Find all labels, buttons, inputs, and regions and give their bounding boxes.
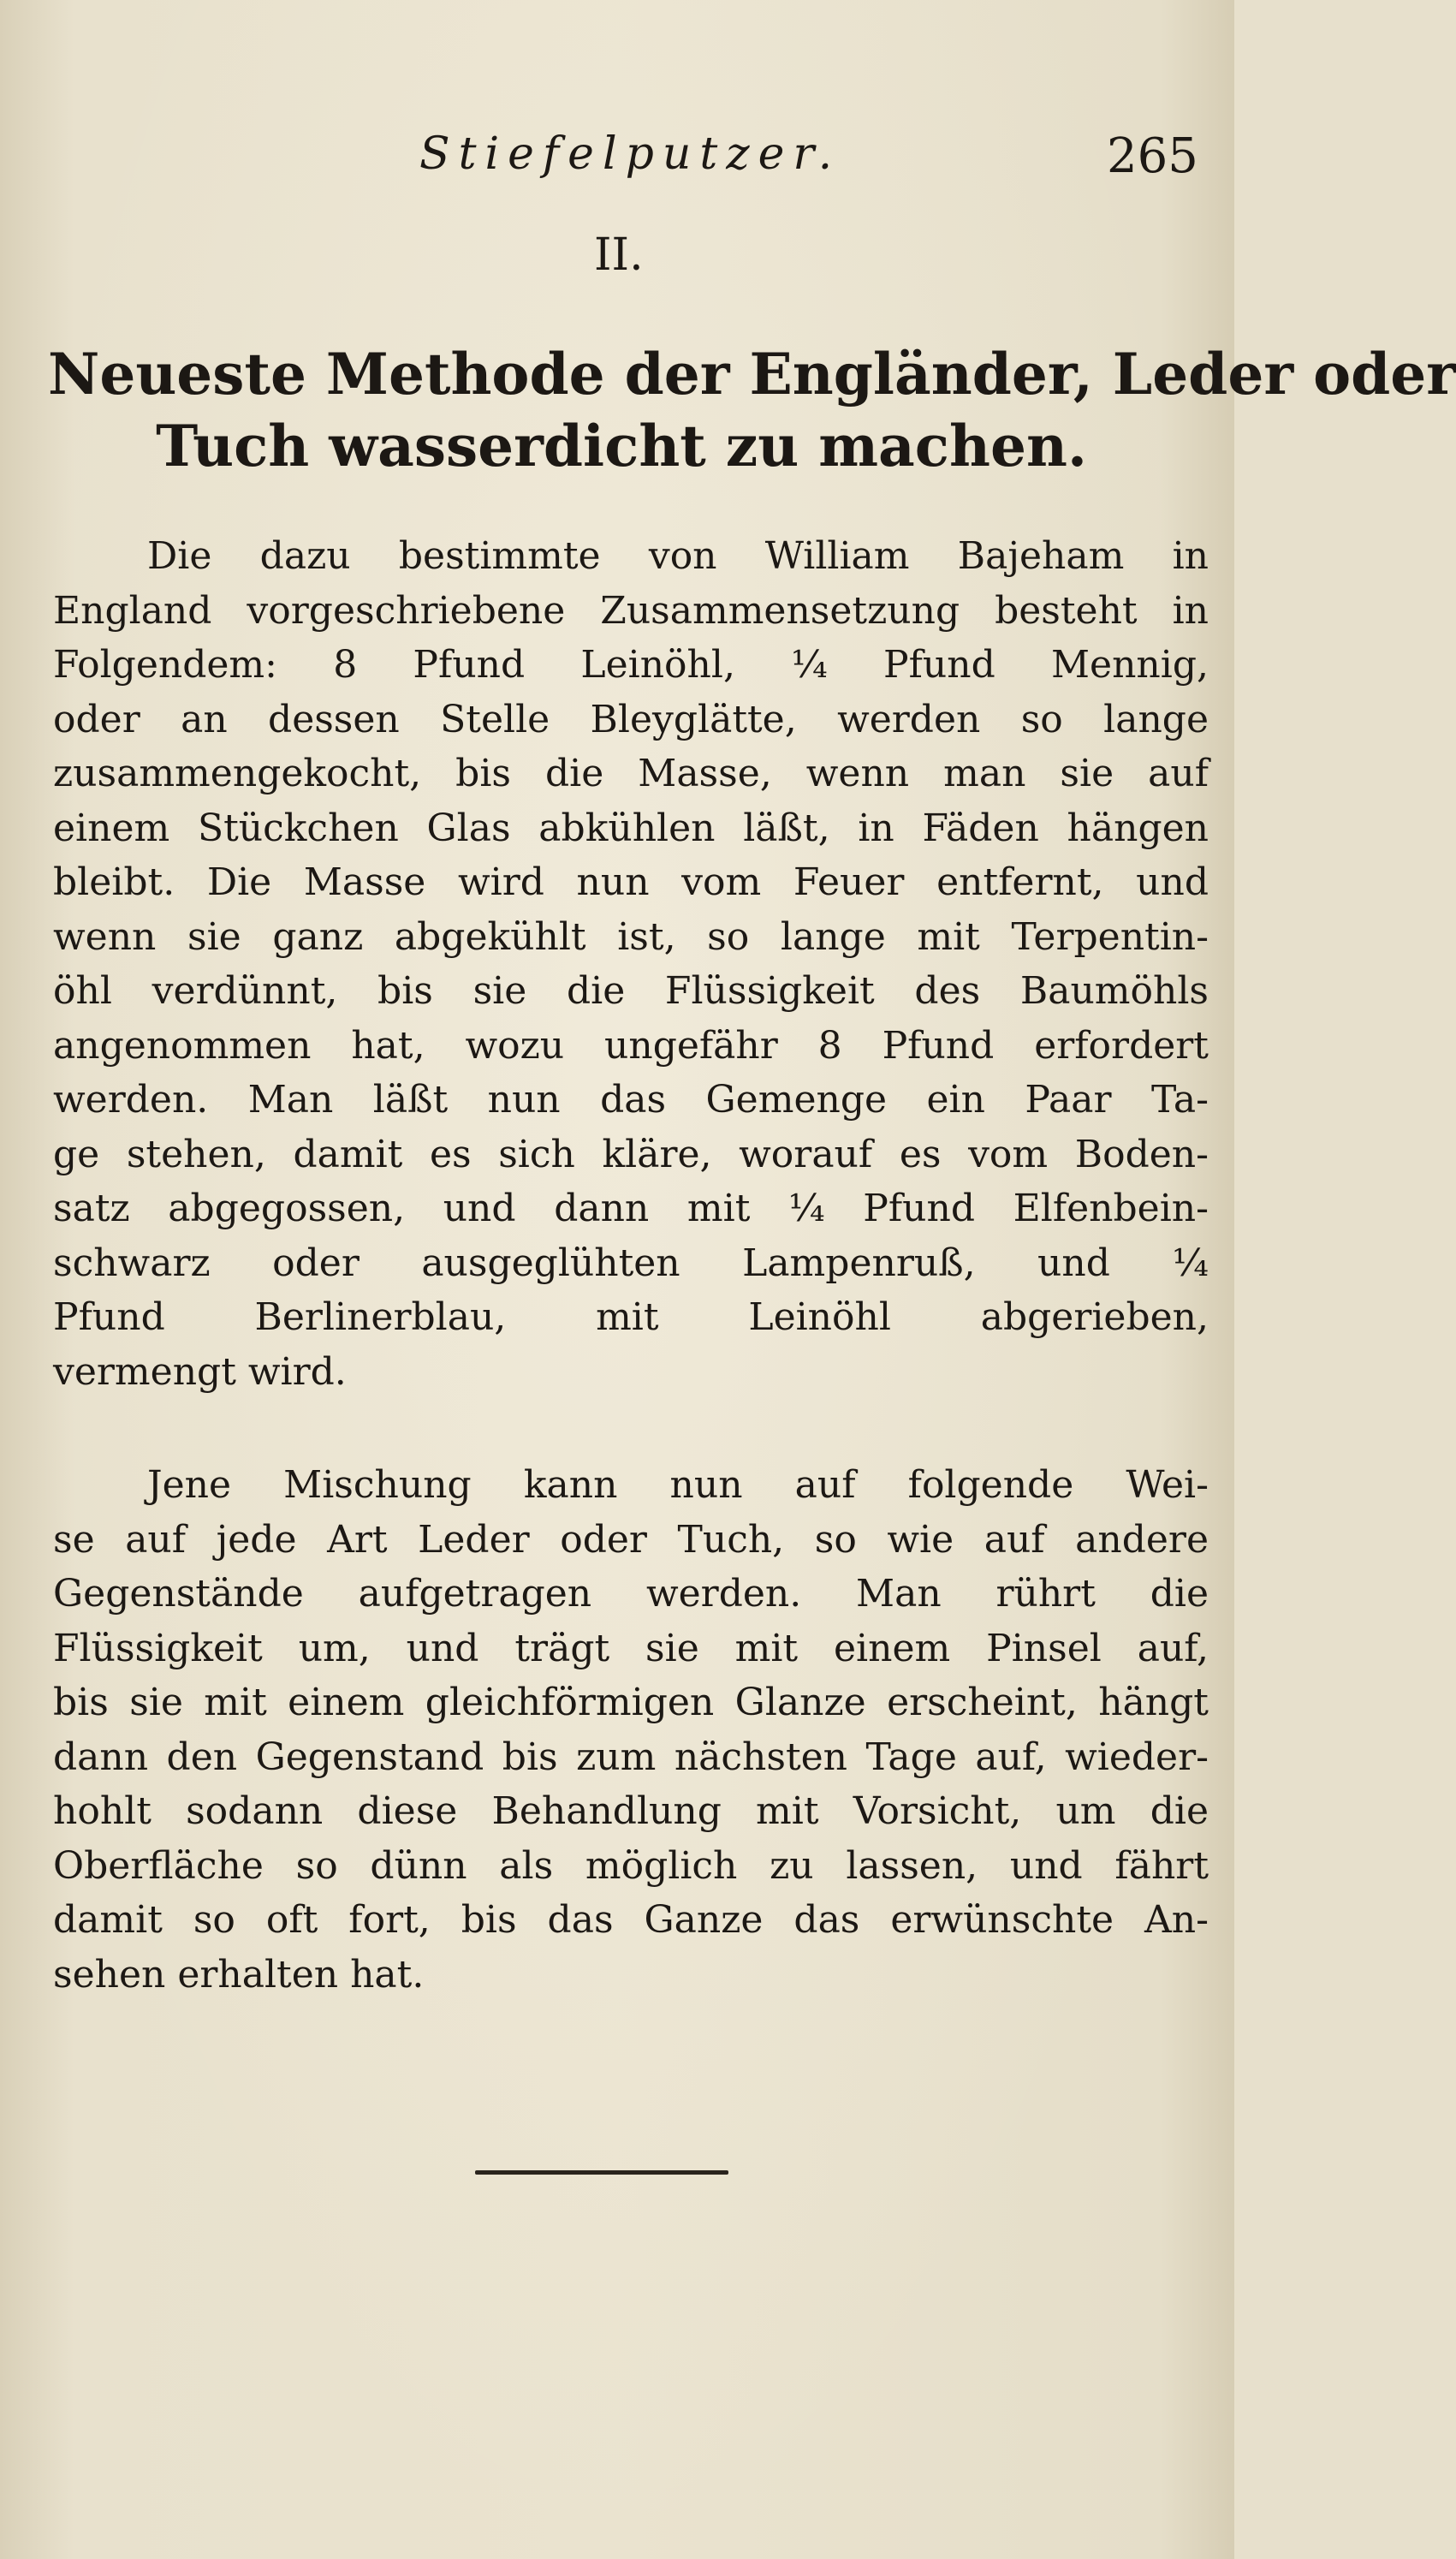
text-line: zusammengekocht, bis die Masse, wenn man sie auf	[53, 752, 1209, 795]
running-head: Stiefelputzer.	[419, 128, 841, 180]
text-line: Oberfläche so dünn als möglich zu lassen, und fährt	[53, 1843, 1209, 1888]
text-line: bis sie mit einem gleichförmigen Glanze erscheint, hängt	[53, 1681, 1209, 1724]
text-line: oder an dessen Stelle Bleyglätte, werden so lange	[53, 697, 1209, 741]
text-line: vermengt wird.	[53, 1349, 347, 1394]
article-title-line-2: Tuch wasserdicht zu machen.	[156, 413, 1087, 479]
text-line: ge stehen, damit es sich kläre, worauf es vom Boden-	[53, 1132, 1209, 1176]
text-line: Gegenstände aufgetragen werden. Man rührt die	[53, 1572, 1209, 1616]
text-line: Pfund Berlinerblau, mit Leinöhl abgerieben,	[53, 1295, 1209, 1339]
text-line: hohlt sodann diese Behandlung mit Vorsicht, um die	[53, 1789, 1209, 1833]
text-line: England vorgeschriebene Zusammensetzung besteht in	[53, 588, 1209, 633]
article-title	[48, 338, 1456, 482]
page-number: 265	[1107, 128, 1198, 184]
article-title-line-1: Neueste Methode der Engländer, Leder oder	[48, 341, 1456, 408]
text-line: damit so oft fort, bis das Ganze das erwünschte An-	[53, 1898, 1209, 1942]
text-line: dann den Gegenstand bis zum nächsten Tage auf, wieder-	[53, 1735, 1209, 1779]
text-line: einem Stückchen Glas abkühlen läßt, in Fäden hängen	[53, 806, 1209, 850]
text-line: satz abgegossen, und dann mit ¼ Pfund Elfenbein-	[53, 1187, 1209, 1230]
text-line: bleibt. Die Masse wird nun vom Feuer entfernt, und	[53, 860, 1209, 904]
text-line: werden. Man läßt nun das Gemenge ein Paar Ta-	[53, 1078, 1209, 1122]
text-line: Folgendem: 8 Pfund Leinöhl, ¼ Pfund Mennig,	[53, 643, 1209, 687]
section-number: II.	[594, 229, 644, 281]
text-line: wenn sie ganz abgekühlt ist, so lange mit Terpentin-	[53, 914, 1209, 959]
text-line: se auf jede Art Leder oder Tuch, so wie auf andere	[53, 1517, 1209, 1562]
paragraph-1	[53, 529, 1209, 1399]
section-divider-rule	[475, 2170, 728, 2175]
text-line: angenommen hat, wozu ungefähr 8 Pfund erfordert	[53, 1023, 1209, 1068]
text-line: Die dazu bestimmte von William Bajeham in	[147, 534, 1209, 578]
text-line: schwarz oder ausgeglühten Lampenruß, und ¼	[53, 1241, 1209, 1285]
text-line: Flüssigkeit um, und trägt sie mit einem Pinsel auf,	[53, 1626, 1209, 1670]
text-line: Jene Mischung kann nun auf folgende Wei-	[147, 1463, 1209, 1507]
paragraph-2	[53, 1458, 1209, 2002]
text-line: sehen erhalten hat.	[53, 1952, 425, 1997]
text-line: öhl verdünnt, bis sie die Flüssigkeit des Baumöhls	[53, 969, 1209, 1013]
